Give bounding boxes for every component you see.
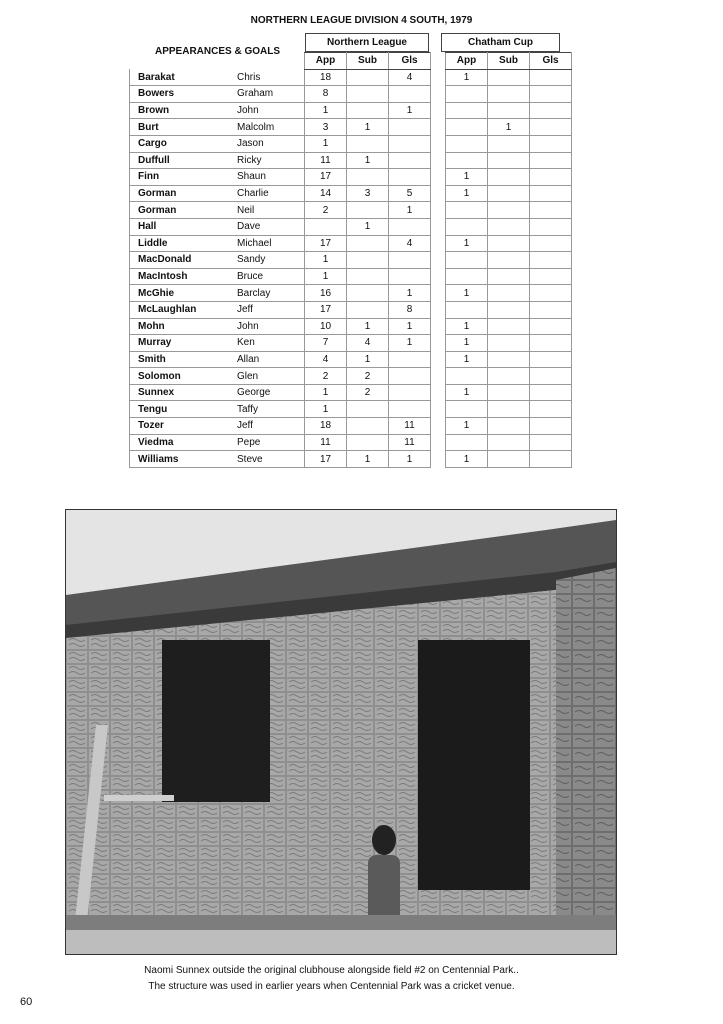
stat-nl-sub: 1	[347, 152, 389, 169]
clubhouse-photo	[65, 509, 617, 955]
stat-nl-app: 17	[305, 169, 347, 186]
stat-nl-app	[305, 218, 347, 235]
stat-cc-app: 1	[446, 318, 488, 335]
player-last-name: Williams	[130, 451, 235, 468]
stat-cc-sub	[488, 335, 530, 352]
player-last-name: Burt	[130, 119, 235, 136]
stat-cc-app: 1	[446, 185, 488, 202]
stat-cc-gls	[530, 351, 572, 368]
stat-cc-sub	[488, 401, 530, 418]
stat-nl-sub	[347, 202, 389, 219]
stat-nl-gls: 1	[389, 318, 431, 335]
stat-cc-app: 1	[446, 285, 488, 302]
stat-cc-sub	[488, 384, 530, 401]
stat-nl-app: 1	[305, 268, 347, 285]
stat-cc-gls	[530, 135, 572, 152]
col-nl-gls: Gls	[389, 53, 431, 70]
player-last-name: Cargo	[130, 135, 235, 152]
stat-cc-gls	[530, 119, 572, 136]
stat-cc-app	[446, 401, 488, 418]
photo-caption	[0, 963, 663, 995]
stat-cc-gls	[530, 285, 572, 302]
stat-cc-sub	[488, 169, 530, 186]
player-last-name: McGhie	[130, 285, 235, 302]
table-row	[130, 102, 572, 119]
player-last-name: Bowers	[130, 86, 235, 103]
stat-nl-gls	[389, 268, 431, 285]
table-row	[130, 235, 572, 252]
stats-header-row	[130, 53, 572, 70]
stat-nl-sub	[347, 268, 389, 285]
stat-nl-app: 1	[305, 401, 347, 418]
player-first-name: Shaun	[234, 169, 305, 186]
player-last-name: Liddle	[130, 235, 235, 252]
stat-nl-gls: 4	[389, 69, 431, 86]
player-first-name: Chris	[234, 69, 305, 86]
stat-nl-app: 1	[305, 135, 347, 152]
stat-nl-gls	[389, 351, 431, 368]
player-last-name: Smith	[130, 351, 235, 368]
player-first-name: Jason	[234, 135, 305, 152]
stat-nl-gls: 4	[389, 235, 431, 252]
table-row	[130, 135, 572, 152]
stat-nl-sub	[347, 285, 389, 302]
stat-cc-sub	[488, 86, 530, 103]
stat-nl-sub	[347, 252, 389, 269]
caption-line-1: Naomi Sunnex outside the original clubhouse alongside field #2 on Centennial Park..	[144, 965, 519, 976]
stat-cc-app: 1	[446, 235, 488, 252]
stat-cc-sub	[488, 69, 530, 86]
stat-cc-app	[446, 135, 488, 152]
table-row	[130, 368, 572, 385]
stat-nl-app: 16	[305, 285, 347, 302]
stat-nl-app: 4	[305, 351, 347, 368]
stats-table	[129, 52, 572, 468]
player-last-name: Gorman	[130, 202, 235, 219]
stat-cc-app	[446, 152, 488, 169]
stat-nl-app: 1	[305, 384, 347, 401]
stat-cc-sub	[488, 285, 530, 302]
player-first-name: Bruce	[234, 268, 305, 285]
table-row	[130, 318, 572, 335]
stat-nl-gls: 5	[389, 185, 431, 202]
stat-cc-sub: 1	[488, 119, 530, 136]
stat-nl-gls: 8	[389, 301, 431, 318]
player-first-name: Barclay	[234, 285, 305, 302]
stat-cc-gls	[530, 401, 572, 418]
stat-nl-app: 11	[305, 152, 347, 169]
player-first-name: Jeff	[234, 418, 305, 435]
stat-cc-gls	[530, 301, 572, 318]
table-row	[130, 152, 572, 169]
stat-nl-app: 1	[305, 102, 347, 119]
stat-cc-gls	[530, 185, 572, 202]
table-row	[130, 252, 572, 269]
stat-cc-gls	[530, 202, 572, 219]
stat-nl-gls	[389, 86, 431, 103]
col-nl-app: App	[305, 53, 347, 70]
stat-nl-app: 17	[305, 451, 347, 468]
stat-nl-sub: 1	[347, 451, 389, 468]
stat-nl-sub	[347, 102, 389, 119]
table-row	[130, 69, 572, 86]
stat-cc-sub	[488, 318, 530, 335]
stat-cc-app	[446, 301, 488, 318]
stat-cc-app: 1	[446, 384, 488, 401]
stat-nl-sub: 1	[347, 218, 389, 235]
stat-cc-gls	[530, 335, 572, 352]
stat-cc-app	[446, 252, 488, 269]
stat-nl-sub	[347, 301, 389, 318]
player-first-name: Pepe	[234, 434, 305, 451]
stat-cc-gls	[530, 434, 572, 451]
stat-nl-gls: 1	[389, 102, 431, 119]
player-last-name: Sunnex	[130, 384, 235, 401]
stat-cc-gls	[530, 102, 572, 119]
stat-cc-sub	[488, 135, 530, 152]
stat-nl-gls: 1	[389, 335, 431, 352]
stat-cc-app	[446, 268, 488, 285]
stat-nl-gls	[389, 218, 431, 235]
stat-cc-gls	[530, 152, 572, 169]
player-first-name: George	[234, 384, 305, 401]
stat-cc-gls	[530, 368, 572, 385]
player-first-name: Neil	[234, 202, 305, 219]
appearances-heading: APPEARANCES & GOALS	[154, 46, 280, 57]
stat-nl-gls	[389, 169, 431, 186]
stat-cc-sub	[488, 434, 530, 451]
player-first-name: Malcolm	[234, 119, 305, 136]
player-last-name: Tengu	[130, 401, 235, 418]
stat-cc-gls	[530, 451, 572, 468]
stat-nl-sub: 1	[347, 351, 389, 368]
stat-cc-app	[446, 434, 488, 451]
stat-cc-app	[446, 86, 488, 103]
table-row	[130, 418, 572, 435]
stat-cc-gls	[530, 318, 572, 335]
stat-cc-sub	[488, 185, 530, 202]
stat-cc-app: 1	[446, 169, 488, 186]
player-first-name: Jeff	[234, 301, 305, 318]
stat-cc-sub	[488, 301, 530, 318]
player-last-name: Brown	[130, 102, 235, 119]
stat-cc-sub	[488, 351, 530, 368]
stat-cc-gls	[530, 235, 572, 252]
stat-cc-app: 1	[446, 418, 488, 435]
stat-nl-sub	[347, 69, 389, 86]
player-first-name: Steve	[234, 451, 305, 468]
player-first-name: Dave	[234, 218, 305, 235]
stat-nl-sub	[347, 418, 389, 435]
table-row	[130, 185, 572, 202]
page-number: 60	[20, 996, 33, 1008]
stat-cc-sub	[488, 235, 530, 252]
stat-nl-app: 18	[305, 69, 347, 86]
stat-nl-gls	[389, 368, 431, 385]
player-last-name: Mohn	[130, 318, 235, 335]
caption-line-2: The structure was used in earlier years when Centennial Park was a cricket venue.	[148, 981, 515, 992]
stat-nl-sub: 2	[347, 384, 389, 401]
player-last-name: MacDonald	[130, 252, 235, 269]
player-first-name: Ken	[234, 335, 305, 352]
table-row	[130, 86, 572, 103]
stat-nl-sub	[347, 86, 389, 103]
player-first-name: John	[234, 102, 305, 119]
stat-cc-app: 1	[446, 69, 488, 86]
stat-nl-sub: 3	[347, 185, 389, 202]
stat-nl-gls	[389, 152, 431, 169]
stat-nl-sub: 4	[347, 335, 389, 352]
col-cc-app: App	[446, 53, 488, 70]
stat-nl-sub	[347, 135, 389, 152]
stat-cc-gls	[530, 418, 572, 435]
stat-nl-app: 7	[305, 335, 347, 352]
stat-nl-app: 1	[305, 252, 347, 269]
table-row	[130, 434, 572, 451]
stats-body	[130, 69, 572, 467]
stat-cc-sub	[488, 218, 530, 235]
stat-nl-gls: 11	[389, 434, 431, 451]
player-first-name: Michael	[234, 235, 305, 252]
stat-cc-app	[446, 202, 488, 219]
stat-nl-sub	[347, 235, 389, 252]
table-row	[130, 285, 572, 302]
table-row	[130, 451, 572, 468]
stat-nl-gls	[389, 119, 431, 136]
stat-nl-app: 2	[305, 202, 347, 219]
stat-cc-app: 1	[446, 335, 488, 352]
player-first-name: Taffy	[234, 401, 305, 418]
stat-nl-app: 17	[305, 301, 347, 318]
col-nl-sub: Sub	[347, 53, 389, 70]
player-last-name: McLaughlan	[130, 301, 235, 318]
stat-cc-sub	[488, 451, 530, 468]
stat-nl-app: 11	[305, 434, 347, 451]
chatham-cup-header: Chatham Cup	[441, 33, 560, 52]
stat-nl-sub: 1	[347, 119, 389, 136]
player-last-name: Hall	[130, 218, 235, 235]
table-row	[130, 351, 572, 368]
stat-cc-sub	[488, 152, 530, 169]
player-last-name: Barakat	[130, 69, 235, 86]
stat-nl-gls: 11	[389, 418, 431, 435]
player-last-name: Gorman	[130, 185, 235, 202]
page-title: NORTHERN LEAGUE DIVISION 4 SOUTH, 1979	[250, 15, 473, 26]
player-first-name: Sandy	[234, 252, 305, 269]
table-row	[130, 119, 572, 136]
stat-cc-gls	[530, 384, 572, 401]
stat-nl-gls: 1	[389, 285, 431, 302]
stat-nl-gls: 1	[389, 202, 431, 219]
player-first-name: Allan	[234, 351, 305, 368]
stat-cc-gls	[530, 268, 572, 285]
stat-nl-gls	[389, 384, 431, 401]
stat-cc-gls	[530, 86, 572, 103]
stat-nl-sub	[347, 401, 389, 418]
stat-nl-app: 14	[305, 185, 347, 202]
stat-nl-app: 8	[305, 86, 347, 103]
col-cc-gls: Gls	[530, 53, 572, 70]
stat-cc-sub	[488, 202, 530, 219]
player-first-name: Ricky	[234, 152, 305, 169]
stat-nl-app: 10	[305, 318, 347, 335]
table-row	[130, 401, 572, 418]
stat-nl-app: 3	[305, 119, 347, 136]
stat-cc-sub	[488, 102, 530, 119]
stat-cc-app	[446, 368, 488, 385]
player-last-name: Solomon	[130, 368, 235, 385]
stat-nl-app: 18	[305, 418, 347, 435]
stat-cc-sub	[488, 268, 530, 285]
northern-league-header: Northern League	[305, 33, 429, 52]
table-row	[130, 335, 572, 352]
stat-nl-app: 2	[305, 368, 347, 385]
player-last-name: Finn	[130, 169, 235, 186]
table-row	[130, 301, 572, 318]
stat-cc-app	[446, 102, 488, 119]
clubhouse-illustration	[66, 510, 616, 954]
player-last-name: Murray	[130, 335, 235, 352]
stat-cc-app: 1	[446, 451, 488, 468]
stat-cc-gls	[530, 169, 572, 186]
table-row	[130, 218, 572, 235]
stat-cc-sub	[488, 368, 530, 385]
stat-cc-app	[446, 119, 488, 136]
table-row	[130, 268, 572, 285]
stat-cc-sub	[488, 252, 530, 269]
stat-nl-gls	[389, 401, 431, 418]
stat-nl-sub: 2	[347, 368, 389, 385]
stat-nl-gls	[389, 135, 431, 152]
player-first-name: Glen	[234, 368, 305, 385]
table-row	[130, 384, 572, 401]
player-last-name: MacIntosh	[130, 268, 235, 285]
col-cc-sub: Sub	[488, 53, 530, 70]
player-first-name: John	[234, 318, 305, 335]
stat-nl-gls	[389, 252, 431, 269]
player-last-name: Viedma	[130, 434, 235, 451]
table-row	[130, 202, 572, 219]
stat-nl-sub	[347, 169, 389, 186]
stat-cc-gls	[530, 252, 572, 269]
table-row	[130, 169, 572, 186]
stat-cc-gls	[530, 69, 572, 86]
player-last-name: Tozer	[130, 418, 235, 435]
stat-nl-sub: 1	[347, 318, 389, 335]
stat-cc-app	[446, 218, 488, 235]
stat-cc-app: 1	[446, 351, 488, 368]
stat-nl-app: 17	[305, 235, 347, 252]
stat-cc-sub	[488, 418, 530, 435]
player-first-name: Graham	[234, 86, 305, 103]
player-first-name: Charlie	[234, 185, 305, 202]
stat-nl-sub	[347, 434, 389, 451]
stat-cc-gls	[530, 218, 572, 235]
stat-nl-gls: 1	[389, 451, 431, 468]
player-last-name: Duffull	[130, 152, 235, 169]
